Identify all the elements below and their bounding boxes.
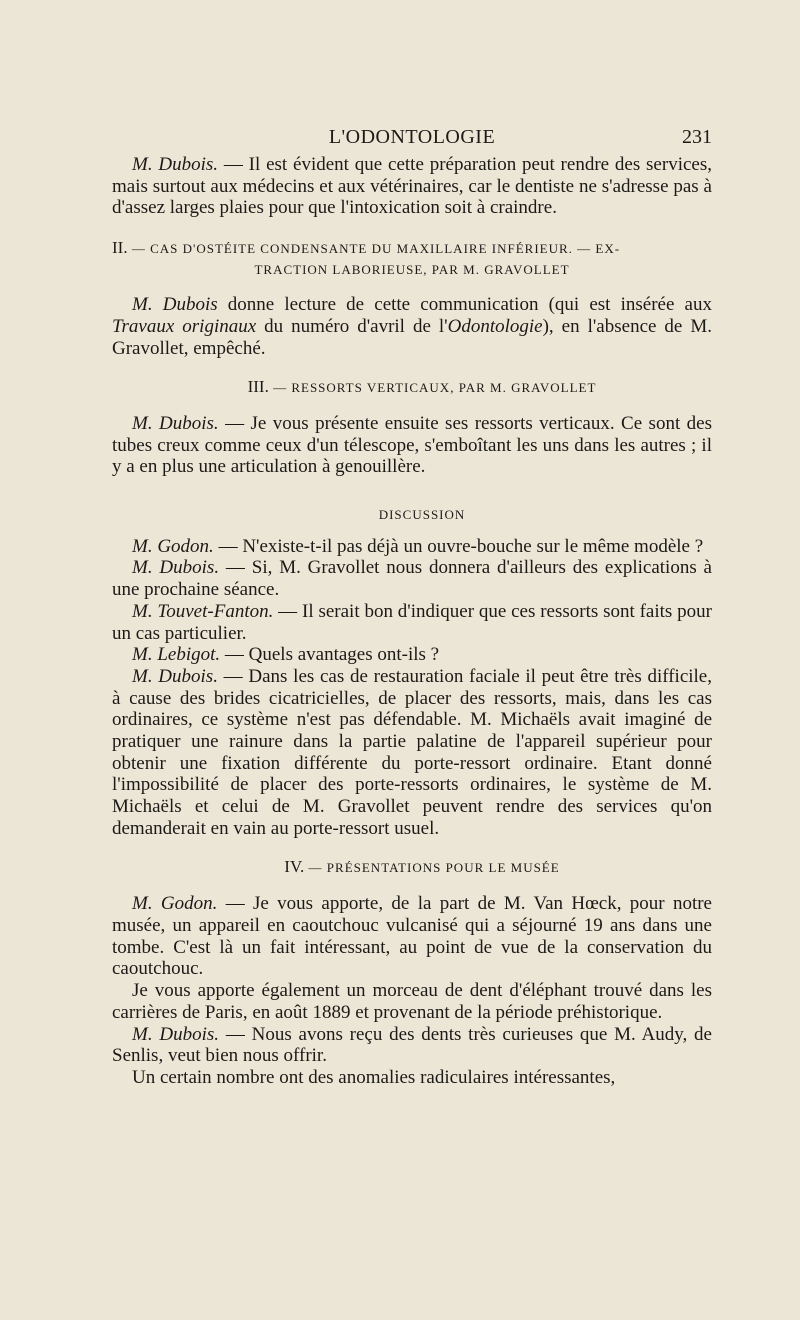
- section-number: II.: [112, 238, 128, 258]
- paragraph-godon-1: [112, 536, 712, 558]
- paragraph-text: — Je vous présente ensuite ses ressorts verticaux. Ce sont des tubes creux comme ceux d'un télescope, s'emboîtant les uns dans les autres ; il y a en plus une articulation à genouillère.: [112, 412, 712, 478]
- paragraph-godon-2: [112, 893, 712, 980]
- section-number: III.: [247, 377, 269, 397]
- speaker-name: M. Dubois.: [132, 412, 219, 434]
- section-heading-ii: [112, 237, 712, 280]
- speaker-name: M. Dubois: [132, 294, 218, 316]
- paragraph-dubois-3: [112, 413, 712, 478]
- section-title-line-2: TRACTION LABORIEUSE, PAR M. GRAVOLLET: [254, 262, 570, 278]
- speaker-name: M. Godon.: [132, 893, 218, 915]
- speaker-name: M. Godon.: [132, 535, 214, 557]
- speaker-name: M. Lebigot.: [132, 644, 221, 666]
- speaker-name: M. Dubois.: [132, 1023, 220, 1045]
- speaker-name: M. Dubois.: [132, 154, 219, 175]
- section-title-line-1: — CAS D'OSTÉITE CONDENSANTE DU MAXILLAIRE INFÉRIEUR. — EX-: [127, 241, 621, 257]
- paragraph-text: — Il est évident que cette préparation peut rendre des services, mais surtout aux médecins et aux vétérinaires, car le dentiste ne s'adresse pas à d'assez larges plaies pour que l'intoxication soit à craindre.: [112, 154, 712, 219]
- paragraph-text: ), en l'absence de M. Gravollet, empêché.: [112, 315, 713, 359]
- paragraph-text: — Nous avons reçu des dents très curieuses que M. Audy, de Senlis, veut bien nous offrir.: [112, 1023, 712, 1067]
- section-title: — PRÉSENTATIONS POUR LE MUSÉE: [304, 859, 560, 875]
- paragraph-text: — Je vous apporte, de la part de M. Van Hœck, pour notre musée, un appareil en caoutchouc vulcanisé qui a séjourné 19 ans dans une tombe. C'est là un fait intéressant, au point de vue de la conservation du caoutchouc.: [112, 893, 712, 980]
- paragraph-touvet-fanton: [112, 601, 712, 644]
- paragraph-dubois-2: [112, 294, 712, 359]
- speaker-name: M. Dubois.: [132, 665, 218, 687]
- page-body: [112, 154, 712, 1089]
- speaker-name: M. Dubois.: [132, 557, 220, 579]
- journal-title: L'ODONTOLOGIE: [328, 126, 496, 148]
- discussion-heading: DISCUSSION: [378, 507, 466, 523]
- paragraph-text: — Dans les cas de restauration faciale il peut être très difficile, à cause des brides cicatricielles, de placer des ressorts, mais, dans les cas ordinaires, ce système n'est pas défendable. M. Michaëls avait imaginé de pratiquer une rainure dans la partie palatine de l'appareil supérieur pour obtenir une fixation différente du porte-ressort ordinaire. Etant donné l'impossibilité de placer des porte-ressorts ordinaires, le système de M. Michaëls et celui de M. Gravollet peuvent rendre des services qu'on demanderait en vain au porte-ressort usuel.: [112, 665, 712, 839]
- section-title: — RESSORTS VERTICAUX, PAR M. GRAVOLLET: [268, 380, 597, 396]
- paragraph-text: — Il serait bon d'indiquer que ces ressorts sont faits pour un cas particulier.: [112, 600, 712, 644]
- paragraph-lebigot: [112, 644, 712, 666]
- paragraph-dubois-4: [112, 557, 712, 600]
- section-number: IV.: [284, 856, 305, 876]
- page-number: 231: [682, 126, 712, 148]
- speaker-name: M. Touvet-Fanton.: [132, 600, 274, 622]
- paragraph-text: — Quels avantages ont-ils ?: [220, 644, 440, 666]
- paragraph-text: — N'existe-t-il pas déjà un ouvre-bouche sur le même modèle ?: [213, 535, 704, 557]
- paragraph-dubois-1: [112, 154, 712, 219]
- paragraph-text: du numéro d'avril de l': [256, 315, 448, 337]
- paragraph-dubois-5: [112, 666, 712, 840]
- paragraph-dubois-6: [112, 1024, 712, 1067]
- paragraph-text: donne lecture de cette communication (qui est insérée aux: [217, 294, 712, 316]
- section-heading-iv: [112, 856, 712, 879]
- paragraph-godon-3: Je vous apporte également un morceau de dent d'éléphant trouvé dans les carrières de Paris, en août 1889 et provenant de la période préhistorique.: [112, 980, 712, 1023]
- paragraph-text: — Si, M. Gravollet nous donnera d'ailleurs des explications à une prochaine séance.: [112, 557, 712, 601]
- section-heading-iii: [112, 376, 712, 399]
- italic-title: Odontologie: [447, 315, 543, 337]
- italic-title: Travaux originaux: [112, 315, 257, 337]
- paragraph-continuation: Un certain nombre ont des anomalies radiculaires intéressantes,: [132, 1066, 616, 1088]
